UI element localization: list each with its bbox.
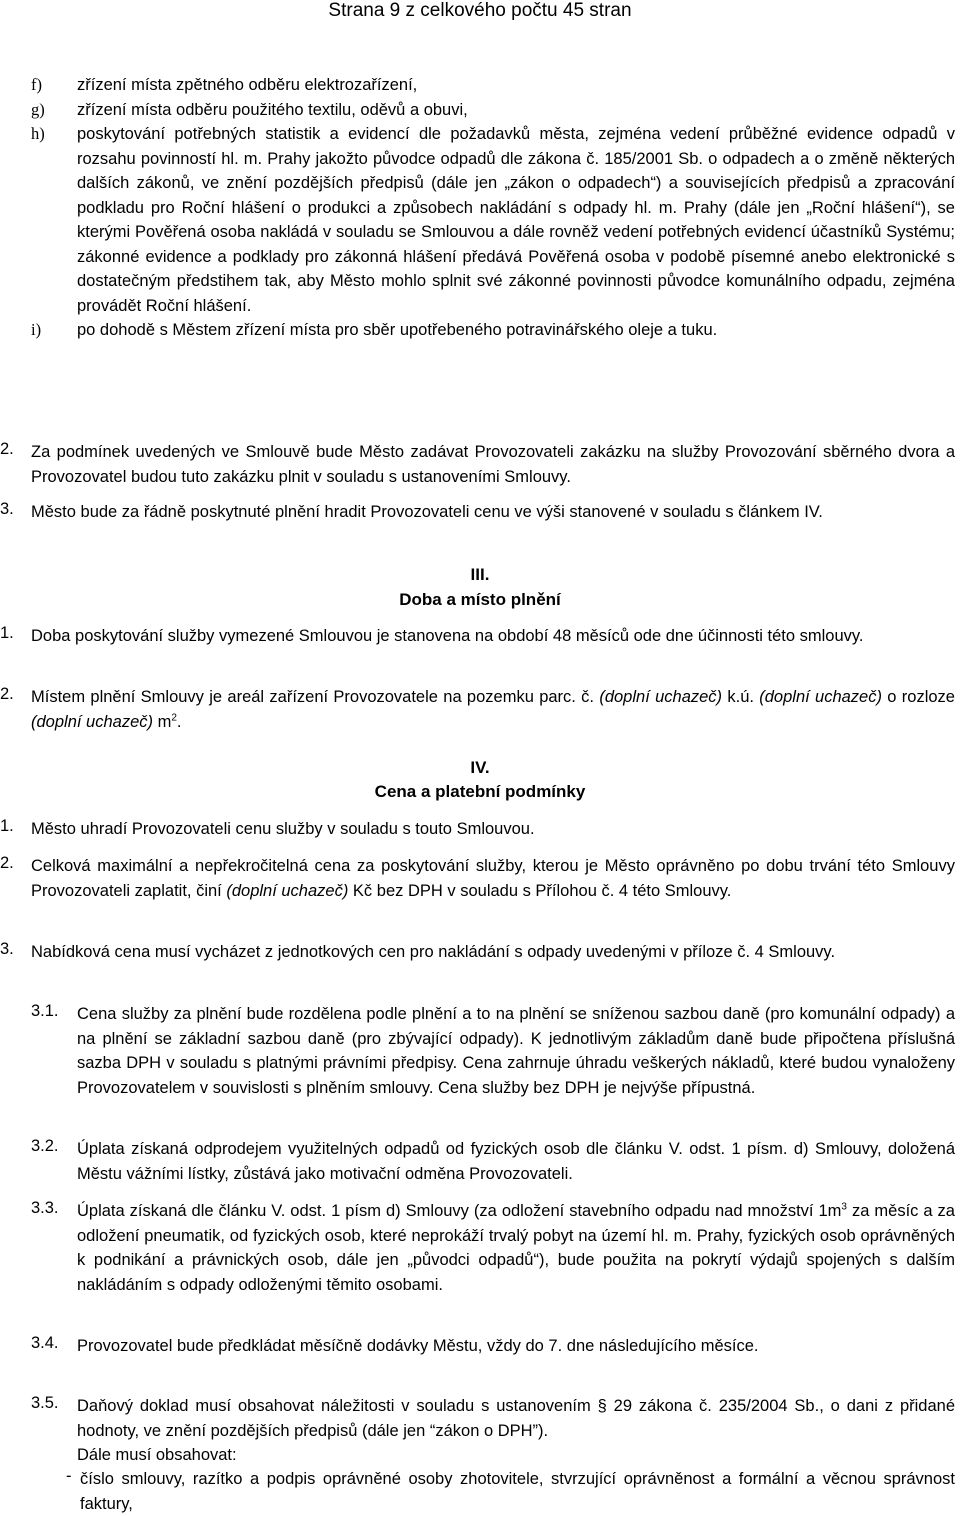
para-number: 3.2. bbox=[31, 1137, 59, 1155]
article3-para-1 bbox=[0, 624, 960, 649]
article4-para-3-3 bbox=[0, 1199, 960, 1297]
article-3-roman: III. bbox=[470, 565, 490, 584]
list-label: g) bbox=[31, 99, 45, 119]
article4-para-2 bbox=[0, 854, 960, 903]
section2-para-2 bbox=[0, 440, 960, 489]
para-text: Cena služby za plnění bude rozdělena podle plnění a to na plnění se sníženou sazbou daně (pro komunální odpady) a na plnění se základní sazbou daně (pro zbývající odpady). K jednotlivým základům daně bude připočtena příslušná sazba DPH v souladu s platnými právními předpisy. Cena zahrnuje úhradu veškerých nákladů, které budou vynaloženy Provozovatelem v souvislosti s plněním smlouvy. Cena služby bez DPH je nejvýše přípustná. bbox=[77, 1005, 955, 1097]
list-text: zřízení místa odběru použitého textilu, oděvů a obuvi, bbox=[77, 100, 468, 119]
para-text: Úplata získaná dle článku V. odst. 1 písm d) Smlouvy (za odložení stavebního odpadu nad množství $1m^3$ za měsíc a za odložení pneumatik, od fyzických osob, které neprokáží trvalý pobyt na území hl. m. Prahy, fyzických osob oprávněných k podnikání a právnických osob, dále jen „původci odpadů“), bude použita na pokrytí výdajů spojených s dalším nakládáním s odpady odloženými těmito osobami. bbox=[77, 1201, 955, 1294]
list-text: po dohodě s Městem zřízení místa pro sběr upotřebeného potravinářského oleje a tuku. bbox=[77, 321, 718, 339]
para-text-continued: Dále musí obsahovat: bbox=[77, 1446, 237, 1464]
para-text: Město bude za řádně poskytnuté plnění hradit Provozovateli cenu ve výši stanovené v souladu s článkem IV. bbox=[31, 503, 823, 521]
list-item bbox=[0, 98, 960, 123]
para-text: Doba poskytování služby vymezené Smlouvou je stanovena na období 48 měsíců ode dne účinnosti této smlouvy. bbox=[31, 627, 864, 645]
para-number: 3. bbox=[0, 940, 14, 958]
article4-para-3 bbox=[0, 940, 960, 965]
article4-para-1 bbox=[0, 817, 960, 842]
article-3-title: Doba a místo plnění bbox=[399, 590, 561, 609]
article4-para-3-1 bbox=[0, 1002, 960, 1100]
para-text: Provozovatel bude předkládat měsíčně dodávky Městu, vždy do 7. dne následujícího měsíce. bbox=[77, 1337, 759, 1355]
dash-mark: - bbox=[66, 1467, 72, 1485]
para-number: 2. bbox=[0, 685, 14, 703]
para-number: 3.1. bbox=[31, 1002, 59, 1020]
list-text: zřízení místa zpětného odběru elektrozařízení, bbox=[77, 76, 418, 94]
para-number: 3.3. bbox=[31, 1199, 59, 1217]
article4-para-3-2 bbox=[0, 1137, 960, 1186]
article4-para-3-4 bbox=[0, 1334, 960, 1359]
list-label: f) bbox=[31, 75, 42, 94]
list-f-i bbox=[0, 73, 960, 343]
dash-text: číslo smlouvy, razítko a podpis oprávněné osoby zhotovitele, stvrzující oprávněnost a formální a věcnou správnost faktury, bbox=[80, 1470, 955, 1513]
article-4-title: Cena a platební podmínky bbox=[374, 782, 586, 801]
para-text: Nabídková cena musí vycházet z jednotkových cen pro nakládání s odpady uvedenými v příloze č. 4 Smlouvy. bbox=[31, 943, 836, 961]
list-item bbox=[0, 318, 960, 343]
para-number: 3. bbox=[0, 500, 14, 518]
para-text: Úplata získaná odprodejem využitelných odpadů od fyzických osob dle článku V. odst. 1 písm. d) Smlouvy, doložená Městu vážními lístky, zůstává jako motivační odměna Provozovateli. bbox=[77, 1140, 955, 1183]
page-header: Strana 9 z celkového počtu 45 stran bbox=[328, 0, 632, 21]
para-text: Za podmínek uvedených ve Smlouvě bude Město zadávat Provozovateli zakázku na služby Provozování sběrného dvora a Provozovatel budou tuto zakázku plnit v souladu s ustanoveními Smlouvy. bbox=[31, 443, 955, 486]
para-number: 1. bbox=[0, 624, 14, 642]
list-item bbox=[0, 122, 960, 318]
para-number: 2. bbox=[0, 440, 14, 458]
para-text: Město uhradí Provozovateli cenu služby v souladu s touto Smlouvou. bbox=[31, 820, 535, 838]
section2-para-3 bbox=[0, 500, 960, 525]
dash-list-item bbox=[0, 1467, 960, 1516]
list-label: h) bbox=[31, 124, 45, 143]
article3-para-2 bbox=[0, 685, 960, 734]
list-text: poskytování potřebných statistik a evidencí dle požadavků města, zejména vedení průběžné evidence odpadů v rozsahu povinností hl. m. Prahy jakožto původce odpadů dle zákona č. 185/2001 Sb. o odpadech a o změně některých dalších zákonů, ve znění pozdějších předpisů (dále jen „zákon o odpadech“) a souvisejících předpisů a zpracování podkladu pro Roční hlášení o produkci a způsobech nakládání s odpady hl. m. Prahy (dále jen „Roční hlášení“), se kterými Pověřená osoba nakládá v souladu se Smlouvou a dále rovněž vedení potřebných evidencí účastníků Systému; zákonné evidence a podklady pro zákonná hlášení předává Pověřená osoba v podobě písemné anebo elektronické s dostatečným předstihem tak, aby Město mohlo splnit své zákonné povinnosti původce komunálního odpadu, zejména provádět Roční hlášení. bbox=[77, 125, 955, 315]
para-number: 2. bbox=[0, 854, 14, 872]
para-text: Celková maximální a nepřekročitelná cena za poskytování služby, kterou je Město oprávněno po dobu trvání této Smlouvy Provozovateli zaplatit, činí (doplní uchazeč) Kč bez DPH v souladu s Přílohou č. 4 této Smlouvy. bbox=[31, 857, 955, 900]
list-item bbox=[0, 73, 960, 98]
para-number: 3.5. bbox=[31, 1394, 59, 1412]
para-number: 1. bbox=[0, 817, 14, 835]
article-4-roman: IV. bbox=[470, 758, 490, 777]
article4-para-3-5 bbox=[0, 1394, 960, 1468]
para-number: 3.4. bbox=[31, 1334, 59, 1352]
list-label: i) bbox=[31, 320, 42, 339]
para-text: Daňový doklad musí obsahovat náležitosti v souladu s ustanovením § 29 zákona č. 235/2004 Sb., o dani z přidané hodnoty, ve znění pozdějších předpisů (dále jen “zákon o DPH”). bbox=[77, 1397, 955, 1440]
para-text: Místem plnění Smlouvy je areál zařízení Provozovatele na pozemku parc. č. (doplní uchazeč) k.ú. (doplní uchazeč) o rozloze (doplní uchazeč) $m^2$. bbox=[31, 688, 955, 731]
